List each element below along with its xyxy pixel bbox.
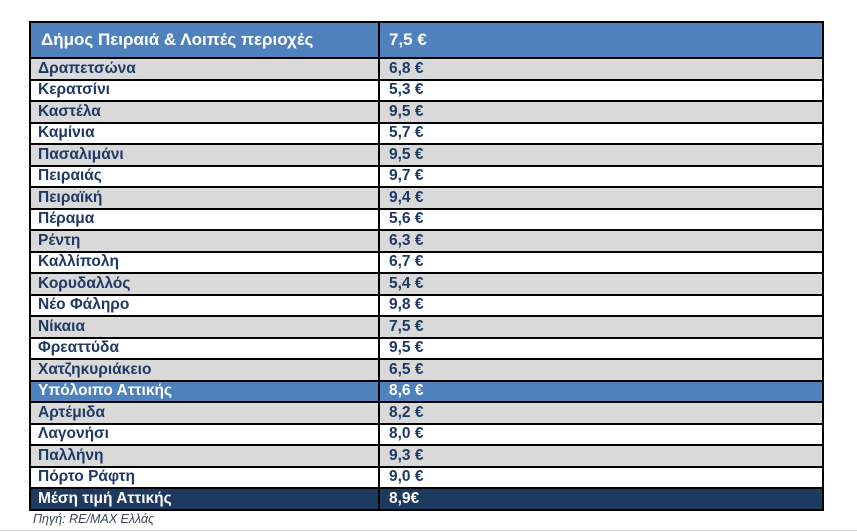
table-row — [30, 123, 823, 145]
price-cell: 5,7 € — [379, 123, 823, 145]
price-cell: 6,3 € — [379, 230, 823, 252]
area-name-cell: Πειραιάς — [30, 166, 379, 188]
area-name-cell: Αρτέμιδα — [30, 402, 379, 424]
price-cell: 8,9€ — [379, 488, 823, 510]
price-cell: 8,6 € — [379, 381, 823, 403]
table-row — [30, 209, 823, 231]
area-name-cell: Καστέλα — [30, 101, 379, 123]
area-name-cell: Λαγονήσι — [30, 424, 379, 446]
area-name-cell: Νίκαια — [30, 316, 379, 338]
area-name-cell: Πασαλιμάνι — [30, 144, 379, 166]
area-name-cell: Καμίνια — [30, 123, 379, 145]
price-cell: 8,2 € — [379, 402, 823, 424]
table-row — [30, 273, 823, 295]
price-cell: 7,5 € — [379, 316, 823, 338]
area-name-cell: Πόρτο Ράφτη — [30, 467, 379, 489]
area-name-cell: Υπόλοιπο Αττικής — [30, 381, 379, 403]
price-cell: 5,3 € — [379, 80, 823, 102]
area-name-cell: Μέση τιμή Αττικής — [30, 488, 379, 510]
table-row — [30, 316, 823, 338]
price-cell: 6,7 € — [379, 252, 823, 274]
table-row — [30, 252, 823, 274]
area-name-cell: Πειραϊκή — [30, 187, 379, 209]
table-row — [30, 402, 823, 424]
table-row — [30, 488, 823, 510]
table-header-area-label: Δήμος Πειραιά & Λοιπές περιοχές — [30, 22, 379, 58]
area-name-cell: Παλλήνη — [30, 445, 379, 467]
table-row — [30, 445, 823, 467]
price-table — [29, 21, 824, 511]
table-row — [30, 424, 823, 446]
table-row — [30, 338, 823, 360]
price-cell: 9,3 € — [379, 445, 823, 467]
price-cell: 9,0 € — [379, 467, 823, 489]
table-row — [30, 144, 823, 166]
price-cell: 9,5 € — [379, 144, 823, 166]
area-name-cell: Πέραμα — [30, 209, 379, 231]
price-cell: 9,8 € — [379, 295, 823, 317]
price-cell: 5,4 € — [379, 273, 823, 295]
source-note: Πηγή: RE/MAX Ελλάς — [33, 512, 155, 526]
table-row — [30, 467, 823, 489]
price-cell: 5,6 € — [379, 209, 823, 231]
price-cell: 9,5 € — [379, 101, 823, 123]
area-name-cell: Ρέντη — [30, 230, 379, 252]
table-body — [30, 58, 823, 510]
price-cell: 9,4 € — [379, 187, 823, 209]
table-header-row — [30, 22, 823, 58]
table-row — [30, 58, 823, 80]
bottom-divider — [0, 530, 857, 531]
table-row — [30, 166, 823, 188]
table-row — [30, 230, 823, 252]
price-cell: 8,0 € — [379, 424, 823, 446]
table-row — [30, 381, 823, 403]
table-row — [30, 295, 823, 317]
table-row — [30, 101, 823, 123]
area-name-cell: Φρεαττύδα — [30, 338, 379, 360]
area-name-cell: Χατζηκυριάκειο — [30, 359, 379, 381]
table-header-price-value: 7,5 € — [379, 22, 823, 58]
area-name-cell: Κερατσίνι — [30, 80, 379, 102]
area-name-cell: Κορυδαλλός — [30, 273, 379, 295]
price-cell: 9,7 € — [379, 166, 823, 188]
area-name-cell: Καλλίπολη — [30, 252, 379, 274]
area-name-cell: Δραπετσώνα — [30, 58, 379, 80]
table-row — [30, 80, 823, 102]
area-name-cell: Νέο Φάληρο — [30, 295, 379, 317]
price-cell: 6,5 € — [379, 359, 823, 381]
table-row — [30, 359, 823, 381]
price-cell: 6,8 € — [379, 58, 823, 80]
price-cell: 9,5 € — [379, 338, 823, 360]
table-row — [30, 187, 823, 209]
